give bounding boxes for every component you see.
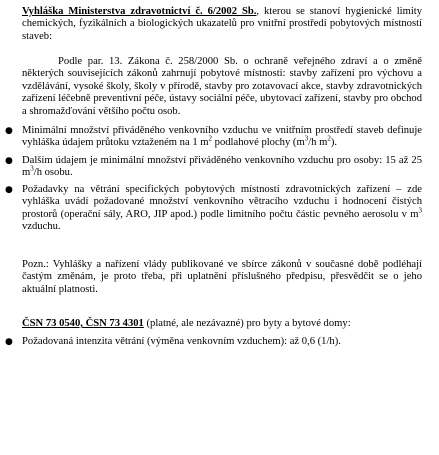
scope-paragraph: Podle par. 13. Zákona č. 258/2000 Sb. o ochraně veřejného zdraví a o změně některých souvisejících zákonů zahrnují pobytové místnosti: stavby zařízení pro výchovu a vzdělávání, vysoké školy, školy v přírodě, stavby pro zotavovací akce, stavby zdravotnických zařízení léčebně preventivní péče, ústavy sociální péče, ubytovací zařízení, stavby pro obchod a shromažďování většího počtu osob.: [22, 56, 422, 117]
bullet-icon: ●: [5, 156, 13, 166]
intro-paragraph: [22, 6, 422, 43]
list-item-text: Dalším údajem je minimální množství přiváděného venkovního vzduchu pro osoby: 15 až 25 $m^3/h$ osobu.: [22, 155, 422, 179]
list-item-text: Minimální množství přiváděného venkovního vzduchu ve vnitřním prostředí staveb definuje vyhláška údajem průtoku vztaženém na 1 $m^2$ podlahové plochy ($m^3/h$ $m^2$).: [22, 125, 422, 149]
standard-heading: [22, 318, 422, 330]
standard-title: ČSN 73 0540, ČSN 73 4301: [22, 318, 144, 329]
list-item-text: Požadovaná intenzita větrání (výměna venkovním vzduchem): až 0,6 (1/h).: [22, 336, 341, 347]
intro-text: , kterou se stanoví hygienické limity chemických, fyzikálních a biologických ukazatelů pro vnitřní prostředí pobytových místností staveb:: [22, 6, 423, 42]
bullet-icon: ●: [5, 337, 13, 347]
standard-text: (platné, ale nezávazné) pro byty a bytové domy:: [143, 318, 351, 329]
bullet-icon: ●: [5, 185, 13, 195]
regulation-title: Vyhláška Ministerstva zdravotnictví č. 6/2002 Sb.: [22, 6, 257, 17]
note-paragraph: Pozn.: Vyhlášky a nařízení vlády publikované ve sbírce zákonů v současné době podléhají častým změnám, je proto třeba, při uplatnění příslušného předpisu, přesvědčit se o jeho aktuální platnosti.: [22, 259, 422, 295]
list-item-text: Požadavky na větrání specifických pobytových místností zdravotnických zařízení – zde vyhláška uvádí požadované množství venkovního větracího vzduchu i hodnocení čistých prostorů (operační sály, ARO, JIP apod.) podle limitního počtu částic pevného aerosolu v $m^3$ vzduchu.: [22, 184, 422, 233]
bullet-icon: ●: [5, 126, 13, 136]
